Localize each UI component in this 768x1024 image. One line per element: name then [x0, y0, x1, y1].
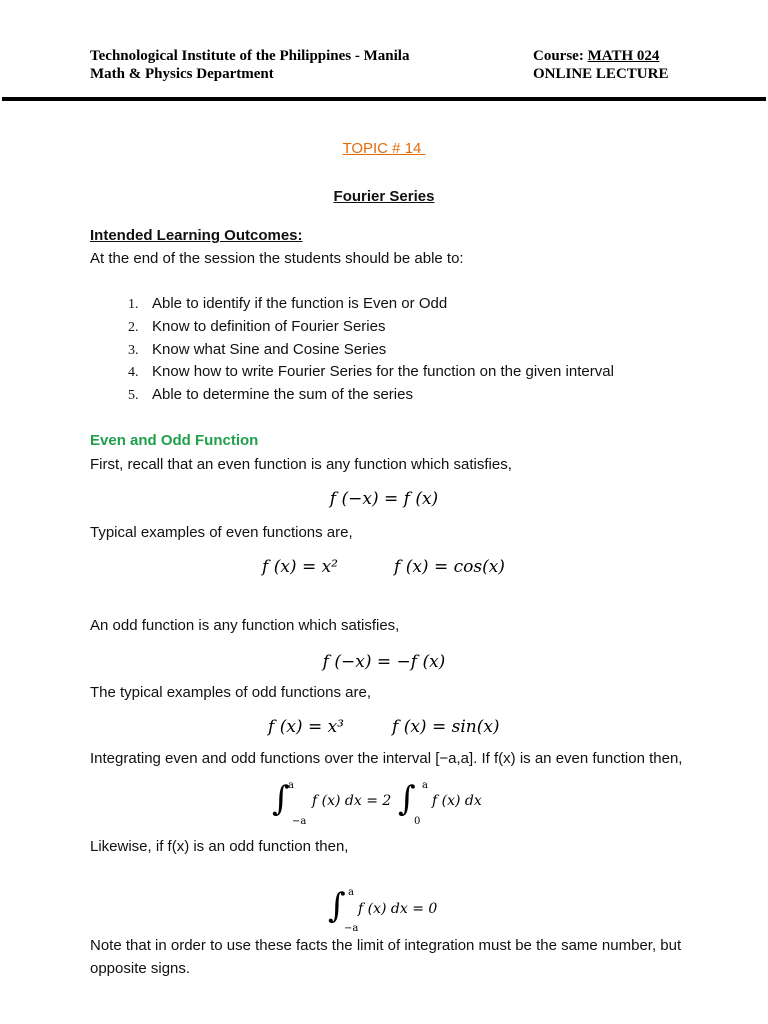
paragraph-integration: Integrating even and odd functions over the interval [−a,a]. If f(x) is an even function then,: [90, 750, 683, 767]
outcomes-intro: At the end of the session the students should be able to:: [90, 250, 464, 267]
section-heading: Even and Odd Function: [90, 432, 259, 449]
integral-lhs: f (x) dx = 2: [312, 793, 392, 809]
outcomes-heading: Intended Learning Outcomes:: [90, 227, 303, 244]
equation-even-definition: f (−x) = f (x): [329, 489, 439, 509]
list-item: 1. Able to identify if the function is Even or Odd: [128, 295, 448, 312]
paragraph-odd-integral-intro: Likewise, if f(x) is an odd function then,: [90, 838, 349, 855]
lower-limit: 0: [414, 816, 421, 827]
integral-sign-icon: ∫: [272, 779, 290, 819]
lower-limit: −a: [344, 923, 359, 934]
paragraph-even-examples: Typical examples of even functions are,: [90, 524, 353, 541]
page-title: Fourier Series: [333, 188, 435, 205]
paragraph-note-line-2: opposite signs.: [90, 960, 191, 977]
department-name: Math & Physics Department: [90, 66, 274, 82]
institute-name: Technological Institute of the Philippines - Manila: [90, 48, 410, 64]
header-divider: [2, 97, 766, 101]
equation-even-example-2: f (x) = cos(x): [394, 557, 505, 577]
list-item: 4. Know how to write Fourier Series for the function on the given interval: [128, 363, 614, 381]
upper-limit: a: [288, 780, 294, 791]
outcomes-list: [128, 295, 614, 409]
integral-sign-icon: ∫: [328, 886, 346, 926]
topic-label: TOPIC # 14: [342, 140, 426, 157]
integral-rhs: f (x) dx: [432, 793, 482, 809]
list-item: 3. Know what Sine and Cosine Series: [128, 340, 387, 358]
lecture-mode: ONLINE LECTURE: [533, 66, 669, 82]
course-label: Course:: [533, 48, 588, 64]
course-line: [533, 47, 659, 65]
integral-sign-icon: ∫: [398, 779, 416, 819]
upper-limit: a: [348, 887, 354, 898]
paragraph-even-intro: First, recall that an even function is any function which satisfies,: [90, 456, 512, 473]
paragraph-note-line-1: Note that in order to use these facts the limit of integration must be the same number, but: [90, 937, 682, 954]
course-code: MATH 024: [587, 48, 660, 64]
equation-odd-example-2: f (x) = sin(x): [392, 717, 500, 737]
equation-odd-definition: f (−x) = −f (x): [322, 652, 446, 672]
equation-odd-example-1: f (x) = x³: [268, 717, 345, 737]
integral-odd: f (x) dx = 0: [358, 901, 438, 917]
paragraph-odd-examples: The typical examples of odd functions are,: [90, 684, 371, 701]
equation-even-example-1: f (x) = x²: [262, 557, 339, 577]
list-item: 2. Know to definition of Fourier Series: [128, 317, 386, 335]
upper-limit: a: [422, 780, 428, 791]
list-item: 5. Able to determine the sum of the series: [128, 386, 413, 404]
lower-limit: −a: [292, 816, 307, 827]
paragraph-odd-intro: An odd function is any function which satisfies,: [90, 617, 400, 634]
